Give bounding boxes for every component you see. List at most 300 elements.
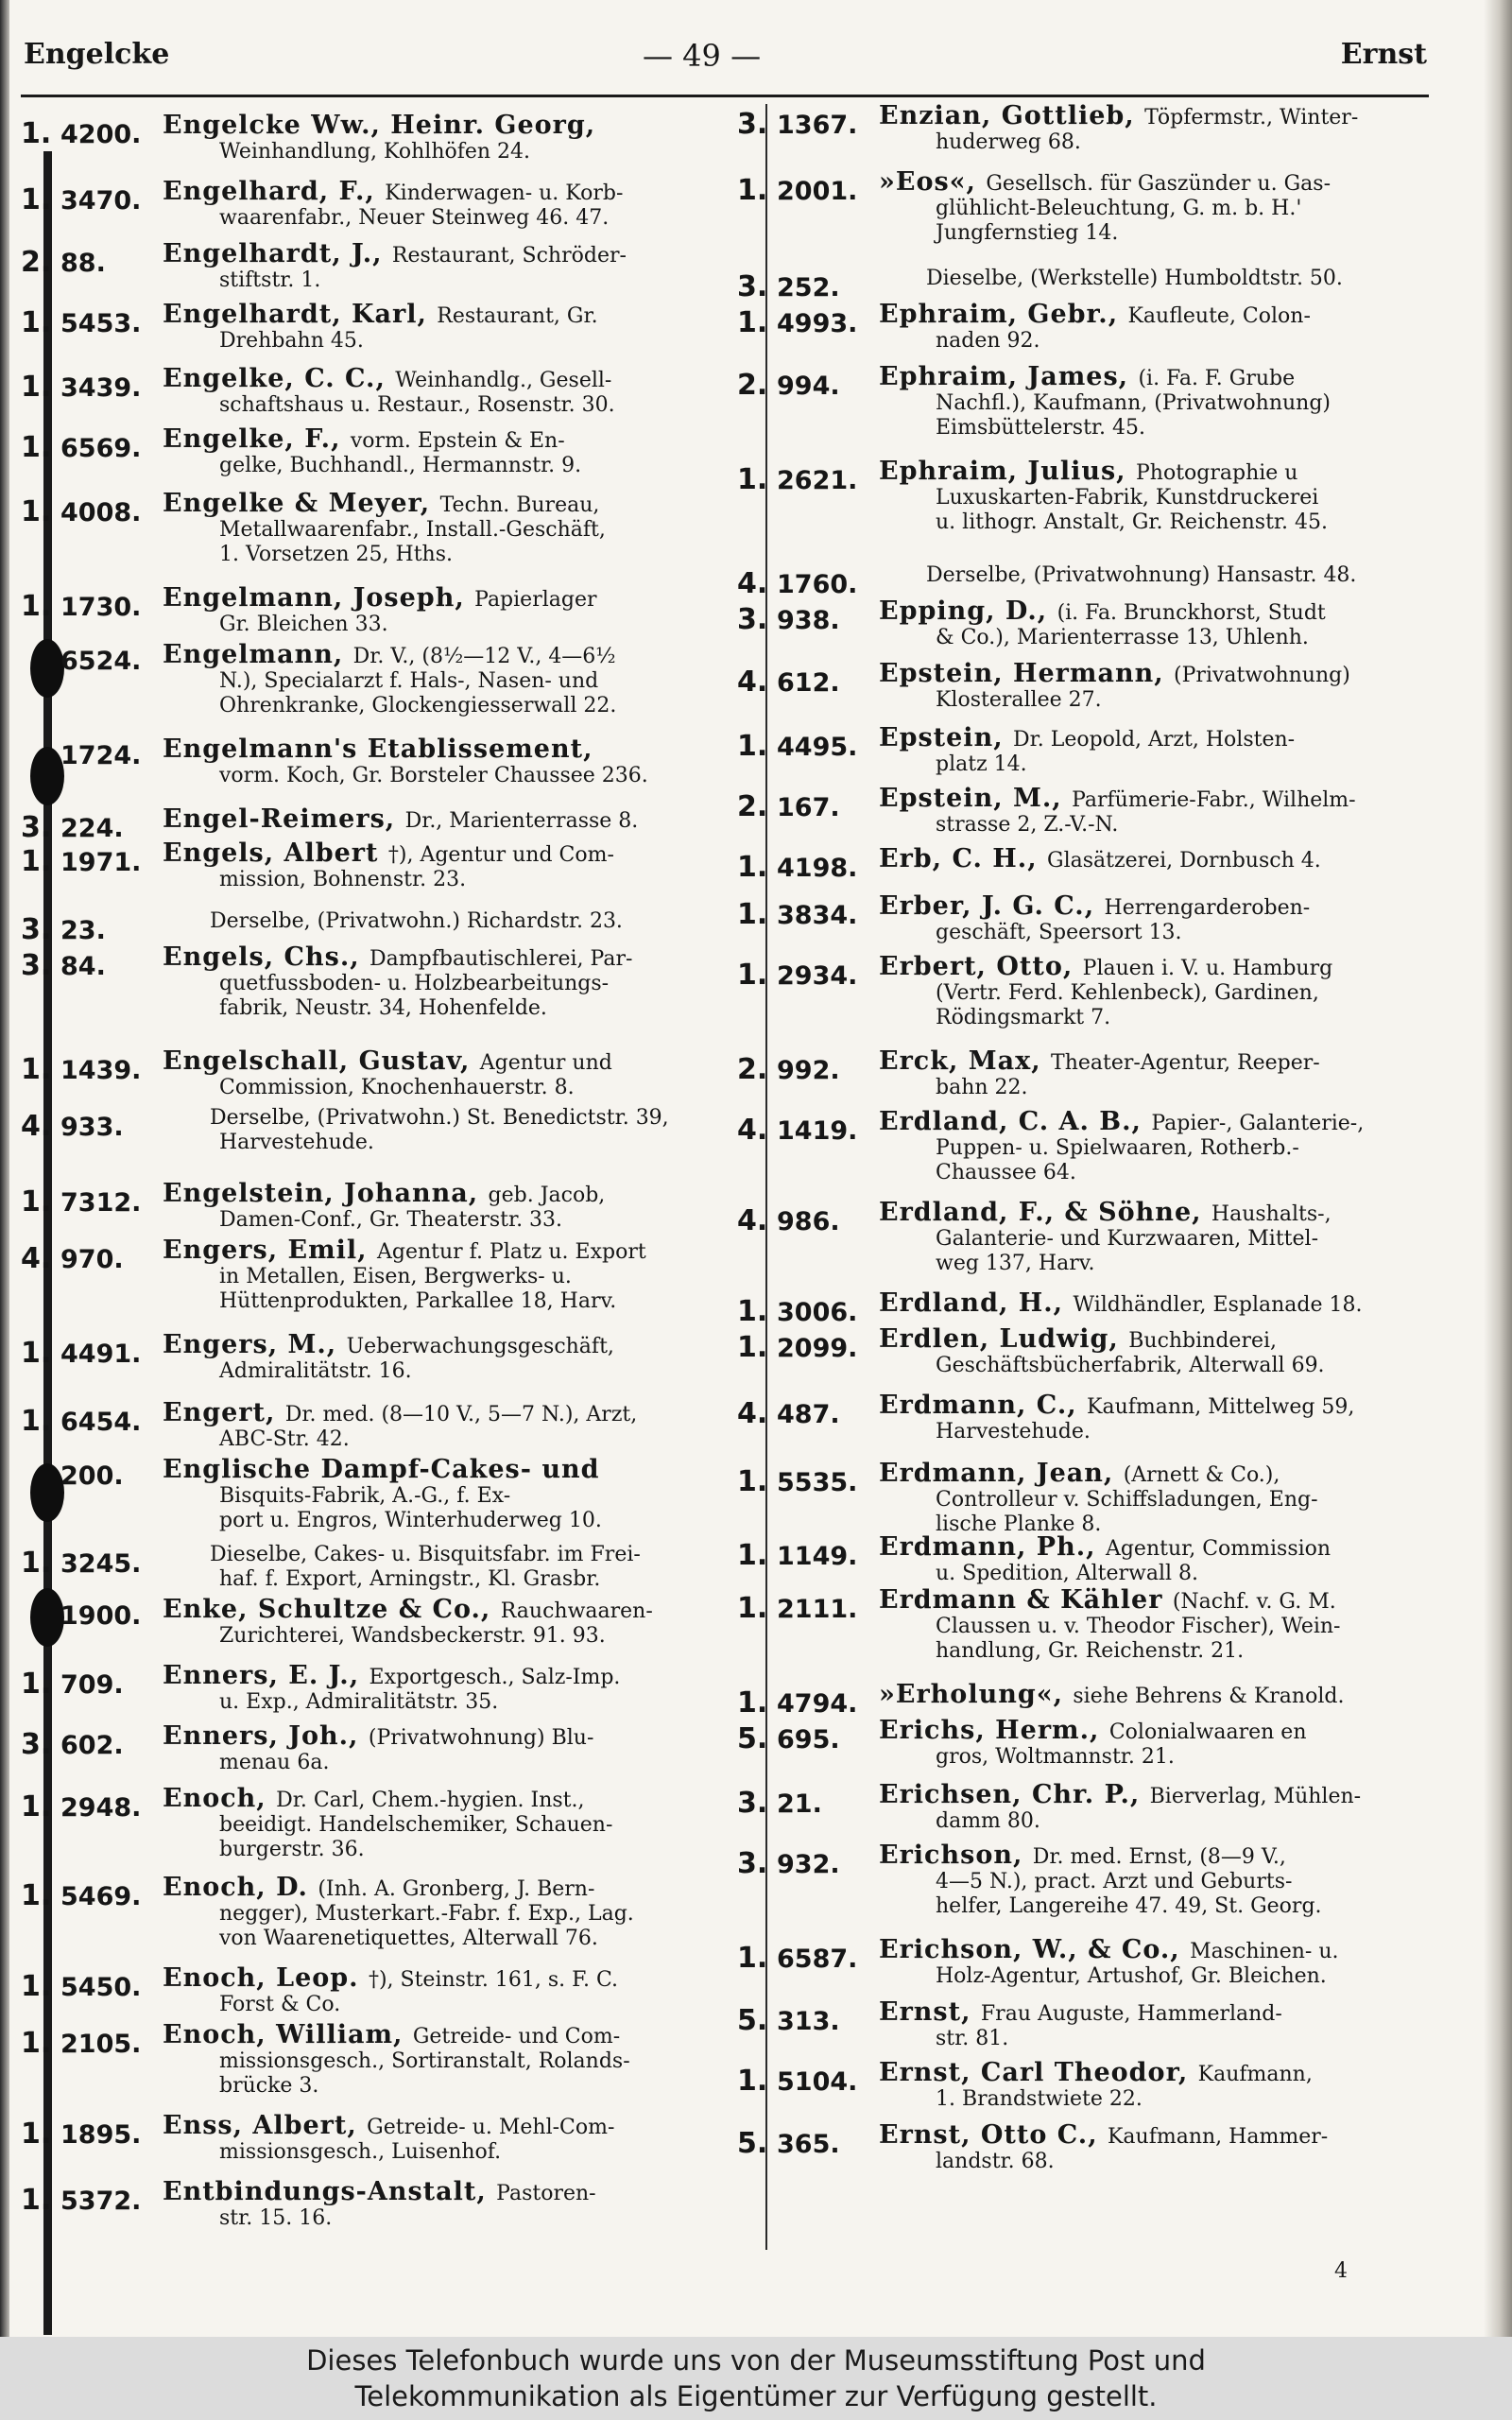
phone-number	[21, 1110, 172, 1143]
phone-number	[737, 2004, 888, 2037]
footer-line-1: Dieses Telefonbuch wurde uns von der Museumsstiftung Post und	[306, 2344, 1206, 2377]
exchange-code: 1.	[737, 898, 768, 931]
subscriber-name: Engers, Emil,	[163, 1236, 377, 1265]
subscriber-name: Engelcke Ww., Heinr. Georg,	[163, 111, 596, 140]
entry-first-line	[210, 909, 754, 934]
entry-continuation: missionsgesch., Luisenhof.	[219, 2140, 502, 2164]
listing-entry	[737, 2058, 1436, 2112]
entry-detail: Glasätzerei, Dornbusch 4.	[1047, 849, 1321, 873]
listing-entry	[21, 1873, 754, 1951]
phone-number	[737, 790, 888, 823]
phone-number	[21, 1728, 172, 1761]
phone-number	[21, 1405, 172, 1438]
entry-first-line	[163, 2020, 754, 2049]
entry-continuation: Weinhandlung, Kohlhöfen 24.	[219, 140, 531, 164]
line-number: 4794.	[777, 1689, 858, 1719]
subscriber-name: Enss, Albert,	[163, 2111, 368, 2140]
line-number: 88.	[60, 249, 106, 278]
exchange-code: 1.	[21, 1337, 52, 1370]
entry-detail: Theater-Agentur, Reeper-	[1051, 1051, 1320, 1075]
phone-number	[737, 1204, 888, 1237]
entry-continuation: brücke 3.	[219, 2074, 319, 2098]
line-number: 2111.	[777, 1595, 858, 1624]
entry-detail: Kinderwagen- u. Korb-	[385, 182, 624, 205]
line-number: 1895.	[60, 2120, 142, 2150]
subscriber-name: Engelhardt, Karl,	[163, 300, 438, 329]
listing-entry	[21, 1179, 754, 1233]
listing-entry	[21, 177, 754, 231]
listing-entry	[737, 786, 1436, 838]
entry-continuation: u. Exp., Admiralitätstr. 35.	[219, 1690, 499, 1714]
subscriber-name: Ephraim, Julius,	[879, 457, 1136, 486]
line-number: 6569.	[60, 434, 142, 463]
listing-entry	[737, 1288, 1436, 1328]
exchange-code: 5.	[737, 2004, 768, 2037]
exchange-code: 3.	[21, 811, 52, 844]
line-number: 6587.	[777, 1945, 858, 1974]
entry-continuation: & Co.), Marienterrasse 13, Uhlenh.	[936, 626, 1309, 649]
phone-number	[737, 1722, 888, 1755]
entry-continuation: str. 15. 16.	[219, 2206, 333, 2230]
phone-number	[737, 174, 888, 207]
exchange-code: 1.	[21, 495, 52, 528]
entry-first-line	[879, 1393, 1436, 1420]
entry-first-line	[163, 364, 754, 393]
line-number: 2934.	[777, 961, 858, 991]
entry-detail: Exportgesch., Salz-Imp.	[369, 1666, 621, 1689]
entry-first-line	[163, 177, 754, 206]
line-number: 224.	[60, 814, 124, 843]
entry-detail: Dieselbe, Cakes- u. Bisquitsfabr. im Frei-	[210, 1543, 641, 1566]
entry-continuation: Admiralitätstr. 16.	[219, 1359, 412, 1383]
subscriber-name: Erb, C. H.,	[879, 844, 1048, 873]
listing-entry	[737, 1843, 1436, 1919]
entry-first-line	[163, 804, 754, 834]
subscriber-name: Engers, M.,	[163, 1330, 347, 1359]
entry-first-line	[163, 1179, 754, 1208]
entry-detail: Restaurant, Gr.	[437, 304, 598, 328]
entry-detail: vorm. Epstein & En-	[350, 429, 565, 453]
entry-continuation: fabrik, Neustr. 34, Hohenfelde.	[219, 996, 547, 1020]
phone-number	[21, 1242, 172, 1275]
listing-entry	[21, 1661, 754, 1715]
phone-number	[737, 1114, 888, 1147]
entry-detail: (Privatwohnung)	[1174, 664, 1350, 687]
exchange-code: 1.	[21, 845, 52, 878]
entry-first-line	[163, 1330, 754, 1359]
listing-entry	[21, 838, 754, 892]
entry-continuation: Zurichterei, Wandsbeckerstr. 91. 93.	[219, 1624, 606, 1648]
entry-continuation: lische Planke 8.	[936, 1512, 1102, 1536]
entry-detail: †), Steinstr. 161, s. F. C.	[368, 1968, 618, 1992]
line-number: 709.	[60, 1670, 124, 1700]
entry-first-line	[163, 239, 754, 268]
entry-continuation: von Waarenetiquettes, Alterwall 76.	[219, 1927, 598, 1950]
entry-first-line	[163, 1046, 754, 1076]
exchange-code: 1.	[737, 463, 768, 496]
listing-entry	[737, 302, 1436, 354]
listing-entry	[737, 267, 1436, 303]
entry-continuation: Jungfernstieg 14.	[936, 221, 1119, 245]
entry-detail: Agentur f. Platz u. Export	[376, 1240, 646, 1264]
exchange-code: 1.	[737, 174, 768, 207]
running-head-left: Engelcke	[24, 38, 170, 71]
subscriber-name: Enoch, William,	[163, 2020, 413, 2049]
subscriber-name: Engelke & Meyer,	[163, 489, 440, 518]
entry-detail: (Nachf. v. G. M.	[1172, 1590, 1336, 1614]
phone-number	[737, 270, 888, 303]
phone-number	[21, 741, 172, 770]
exchange-code: 3.	[21, 1728, 52, 1761]
entry-continuation: Nachfl.), Kaufmann, (Privatwohnung)	[936, 391, 1331, 415]
line-number: 938.	[777, 606, 840, 635]
entry-detail: geb. Jacob,	[488, 1184, 606, 1207]
exchange-code: 4.	[21, 1242, 52, 1275]
entry-first-line	[879, 362, 1436, 391]
subscriber-name: Engelke, C. C.,	[163, 364, 396, 393]
line-number: 994.	[777, 372, 840, 401]
entry-first-line	[879, 1780, 1436, 1809]
subscriber-name: Engelhardt, J.,	[163, 239, 392, 268]
exchange-code: 1.	[21, 1405, 52, 1438]
entry-first-line	[879, 1324, 1436, 1354]
subscriber-name: Erichs, Herm.,	[879, 1716, 1109, 1745]
line-number: 7312.	[60, 1188, 142, 1218]
listing-entry	[21, 239, 754, 293]
listing-entry	[737, 1198, 1436, 1276]
subscriber-name: Erdland, F., & Söhne,	[879, 1198, 1211, 1227]
listing-entry	[737, 891, 1436, 945]
subscriber-name: Epstein, Hermann,	[879, 659, 1175, 688]
entry-first-line	[879, 101, 1436, 130]
entry-detail: Herrengarderoben-	[1104, 896, 1311, 920]
entry-first-line	[163, 1963, 754, 1993]
entry-first-line	[879, 1585, 1436, 1615]
exchange-code: 1.	[737, 306, 768, 339]
entry-first-line	[163, 1398, 754, 1427]
subscriber-name: Erdland, C. A. B.,	[879, 1107, 1152, 1136]
entry-first-line	[210, 1543, 754, 1567]
exchange-code: 1.	[21, 1790, 52, 1824]
entry-detail: Papier-, Galanterie-,	[1151, 1112, 1365, 1135]
entry-detail: Derselbe, (Privatwohn.) St. Benedictstr. 39,	[210, 1106, 669, 1130]
subscriber-name: Englische Dampf-Cakes- und	[163, 1455, 600, 1484]
listing-entry	[737, 596, 1436, 650]
exchange-code: 1.	[737, 1465, 768, 1498]
exchange-code: 1.	[21, 306, 52, 339]
entry-first-line	[163, 583, 754, 613]
entry-continuation: Holz-Agentur, Artushof, Gr. Bleichen.	[936, 1964, 1327, 1988]
exchange-code: 1.	[21, 590, 52, 623]
exchange-code: 3.	[737, 270, 768, 303]
exchange-code: 1.	[21, 1668, 52, 1701]
entry-detail: Papierlager	[474, 588, 597, 612]
entry-detail: (Privatwohnung) Blu-	[368, 1726, 594, 1750]
entry-continuation: Gr. Bleichen 33.	[219, 613, 388, 636]
line-number: 695.	[777, 1725, 840, 1754]
subscriber-name: Ephraim, Gebr.,	[879, 300, 1128, 329]
listing-entry	[737, 1461, 1436, 1537]
entry-first-line	[879, 786, 1436, 813]
listing-entry	[737, 1393, 1436, 1444]
listing-entry	[737, 101, 1436, 155]
line-number: 6524.	[60, 647, 142, 676]
phone-number	[737, 1331, 888, 1364]
entry-continuation: u. lithogr. Anstalt, Gr. Reichenstr. 45.	[936, 510, 1328, 534]
entry-first-line	[879, 302, 1436, 329]
entry-first-line	[879, 1461, 1436, 1488]
entry-detail: Dr. med. Ernst, (8—9 V.,	[1032, 1845, 1286, 1869]
exchange-code: 1.	[21, 1053, 52, 1086]
binding-edge	[0, 0, 9, 2337]
listing-entry	[737, 1716, 1436, 1770]
exchange-code: 3.	[21, 949, 52, 982]
phone-number	[21, 117, 172, 150]
entry-detail: Derselbe, (Privatwohn.) Richardstr. 23.	[210, 909, 623, 933]
footer-notice	[0, 2337, 1512, 2420]
entry-continuation: u. Spedition, Alterwall 8.	[936, 1562, 1199, 1585]
exchange-code: 1.	[21, 2027, 52, 2060]
subscriber-name: Enners, Joh.,	[163, 1721, 369, 1751]
phone-number	[737, 1295, 888, 1328]
entry-detail: (i. Fa. F. Grube	[1138, 367, 1296, 390]
entry-continuation: Claussen u. v. Theodor Fischer), Wein-	[936, 1615, 1341, 1638]
listing-entry	[737, 2120, 1436, 2174]
entry-detail: Colonialwaaren en	[1108, 1720, 1307, 1744]
exchange-code: 1.	[21, 1879, 52, 1912]
entry-continuation: damm 80.	[936, 1809, 1040, 1833]
listing-entry	[737, 563, 1436, 600]
subscriber-name: Erdmann, Ph.,	[879, 1532, 1106, 1562]
line-number: 1367.	[777, 111, 858, 140]
entry-first-line	[163, 1595, 754, 1624]
exchange-code: 1.	[21, 371, 52, 404]
line-number: 5453.	[60, 309, 142, 338]
listing-entry	[737, 167, 1436, 246]
entry-continuation: glühlicht-Beleuchtung, G. m. b. H.'	[936, 197, 1302, 220]
line-number: 932.	[777, 1850, 840, 1879]
phone-number	[21, 1668, 172, 1701]
exchange-code: 3.	[737, 108, 768, 141]
line-number: 1419.	[777, 1116, 858, 1146]
subscriber-name: Engel-Reimers,	[163, 804, 405, 834]
listing-entry	[21, 1721, 754, 1775]
entry-continuation: haf. f. Export, Arningstr., Kl. Grasbr.	[219, 1567, 601, 1591]
phone-number	[21, 1970, 172, 2003]
entry-detail: Techn. Bureau,	[439, 493, 600, 517]
entry-continuation: Hüttenprodukten, Parkallee 18, Harv.	[219, 1289, 617, 1313]
listing-entry	[21, 364, 754, 418]
subscriber-name: Engels, Chs.,	[163, 942, 370, 972]
listing-entry	[21, 1963, 754, 2017]
subscriber-name: »Eos«,	[879, 167, 987, 197]
entry-detail: Dampfbautischlerei, Par-	[369, 947, 633, 971]
exchange-code: 3.	[737, 603, 768, 636]
exchange-code: 4.	[737, 666, 768, 699]
phone-number	[737, 463, 888, 496]
line-number: 200.	[60, 1461, 124, 1491]
line-number: 4495.	[777, 733, 858, 762]
line-number: 21.	[777, 1789, 822, 1819]
phone-number	[21, 1879, 172, 1912]
exchange-code: 1.	[737, 2065, 768, 2098]
subscriber-name: Erdmann, Jean,	[879, 1459, 1124, 1488]
line-number: 1900.	[60, 1601, 142, 1631]
phone-number	[21, 590, 172, 623]
listing-entry	[21, 1784, 754, 1862]
line-number: 3439.	[60, 373, 142, 403]
line-number: 6454.	[60, 1408, 142, 1437]
entry-first-line	[879, 844, 1436, 873]
entry-detail: Ueberwachungsgeschäft,	[346, 1335, 614, 1358]
entry-continuation: gros, Woltmannstr. 21.	[936, 1745, 1175, 1769]
line-number: 2105.	[60, 2030, 142, 2059]
listing-entry	[737, 952, 1436, 1030]
subscriber-name: Engert,	[163, 1398, 285, 1427]
listing-entry	[737, 723, 1436, 777]
exchange-code: 4.	[737, 1204, 768, 1237]
subscriber-name: Erdlen, Ludwig,	[879, 1324, 1129, 1354]
entry-first-line	[879, 891, 1436, 921]
line-number: 2099.	[777, 1334, 858, 1363]
phone-number	[21, 2184, 172, 2217]
phone-number	[737, 1686, 888, 1720]
entry-continuation: Geschäftsbücherfabrik, Alterwall 69.	[936, 1354, 1325, 1377]
line-number: 5535.	[777, 1468, 858, 1497]
phone-number	[21, 2118, 172, 2151]
exchange-code: 1.	[737, 1539, 768, 1572]
phone-number	[737, 730, 888, 763]
exchange-code: 1.	[21, 2184, 52, 2217]
entry-first-line	[163, 640, 754, 669]
entry-continuation: gelke, Buchhandl., Hermannstr. 9.	[219, 454, 582, 477]
entry-detail: Dr. med. (8—10 V., 5—7 N.), Arzt,	[284, 1403, 638, 1426]
entry-detail: Maschinen- u.	[1190, 1940, 1339, 1963]
phone-number	[21, 811, 172, 844]
subscriber-name: Erichson, W., & Co.,	[879, 1935, 1191, 1964]
entry-continuation: 1. Vorsetzen 25, Hths.	[219, 543, 453, 566]
entry-continuation: Luxuskarten-Fabrik, Kunstdruckerei	[936, 486, 1319, 510]
phone-number	[737, 2127, 888, 2160]
footer-line-2: Telekommunikation als Eigentümer zur Verfügung gestellt.	[354, 2380, 1158, 2412]
line-number: 487.	[777, 1400, 840, 1429]
subscriber-name: Engelhard, F.,	[163, 177, 386, 206]
phone-number	[21, 1461, 172, 1491]
entry-detail: Plauen i. V. u. Hamburg	[1082, 957, 1333, 980]
entry-continuation: missionsgesch., Sortiranstalt, Rolands-	[219, 2049, 630, 2073]
phone-number	[737, 1539, 888, 1572]
listing-entry	[21, 942, 754, 1021]
subscriber-name: Ernst, Otto C.,	[879, 2120, 1108, 2150]
line-number: 612.	[777, 668, 840, 698]
listing-entry	[21, 1543, 754, 1592]
entry-detail: Restaurant, Schröder-	[391, 244, 627, 268]
line-number: 602.	[60, 1731, 124, 1760]
listing-entry	[21, 1046, 754, 1100]
entry-continuation: helfer, Langereihe 47. 49, St. Georg.	[936, 1894, 1322, 1918]
subscriber-name: Engelstein, Johanna,	[163, 1179, 489, 1208]
entry-continuation: 4—5 N.), pract. Arzt und Geburts-	[936, 1870, 1293, 1893]
phone-number	[737, 567, 888, 600]
entry-continuation: Rödingsmarkt 7.	[936, 1006, 1111, 1029]
entry-continuation: vorm. Koch, Gr. Borsteler Chaussee 236.	[219, 764, 648, 787]
line-number: 1724.	[60, 741, 142, 770]
entry-detail: Wildhändler, Esplanade 18.	[1073, 1293, 1363, 1317]
line-number: 3245.	[60, 1549, 142, 1579]
entry-detail: Töpfermstr., Winter-	[1144, 106, 1359, 130]
entry-first-line	[879, 1843, 1436, 1870]
phone-number	[21, 495, 172, 528]
listing-entry	[737, 1046, 1436, 1100]
exchange-code: 2.	[21, 246, 52, 279]
exchange-code: 4.	[737, 567, 768, 600]
entry-continuation: Forst & Co.	[219, 1993, 341, 2016]
phone-number	[737, 898, 888, 931]
exchange-code: 4.	[737, 1114, 768, 1147]
exchange-code: 1.	[21, 183, 52, 216]
subscriber-name: Engelmann, Joseph,	[163, 583, 475, 613]
entry-first-line	[879, 1107, 1436, 1136]
subscriber-name: Ernst,	[879, 1997, 981, 2027]
subscriber-name: Erck, Max,	[879, 1046, 1052, 1076]
listing-entry	[737, 1935, 1436, 1989]
exchange-code: 1.	[21, 1185, 52, 1219]
entry-continuation: Chaussee 64.	[936, 1161, 1076, 1184]
line-number: 2001.	[777, 177, 858, 206]
entry-continuation: landstr. 68.	[936, 2150, 1055, 2173]
entry-detail: Haushalts-,	[1211, 1202, 1332, 1226]
exchange-code: 5.	[737, 2127, 768, 2160]
entry-first-line	[163, 1784, 754, 1813]
exchange-code: 1.	[737, 959, 768, 992]
subscriber-name: Erichsen, Chr. P.,	[879, 1780, 1150, 1809]
entry-detail: Derselbe, (Privatwohnung) Hansastr. 48.	[926, 563, 1357, 587]
entry-first-line	[163, 424, 754, 454]
listing-entry	[21, 2020, 754, 2099]
entry-first-line	[926, 267, 1436, 291]
exchange-code: 4.	[21, 1110, 52, 1143]
listing-entry	[21, 909, 754, 946]
listing-entry	[21, 640, 754, 718]
exchange-code: 3.	[737, 1787, 768, 1820]
phone-number	[21, 183, 172, 216]
entry-first-line	[879, 659, 1436, 688]
entry-first-line	[163, 1455, 754, 1484]
exchange-code: 2.	[737, 369, 768, 402]
listing-entry	[21, 1238, 754, 1314]
entry-detail: Weinhandlg., Gesell-	[395, 369, 612, 392]
page-edge-shadow	[1484, 0, 1512, 2337]
line-number: 4491.	[60, 1340, 142, 1369]
header-rule	[21, 95, 1429, 97]
entry-detail: (Arnett & Co.),	[1123, 1463, 1280, 1487]
phone-number	[21, 1790, 172, 1824]
line-number: 992.	[777, 1056, 840, 1085]
phone-number	[21, 845, 172, 878]
line-number: 2621.	[777, 466, 858, 495]
exchange-code: 5.	[737, 1722, 768, 1755]
phone-number	[737, 1053, 888, 1086]
subscriber-name: Erber, J. G. C.,	[879, 891, 1105, 921]
listing-entry	[21, 1398, 754, 1452]
subscriber-name: Enoch,	[163, 1784, 277, 1813]
subscriber-name: »Erholung«,	[879, 1680, 1074, 1709]
entry-first-line	[879, 1198, 1436, 1227]
entry-continuation: Drehbahn 45.	[219, 329, 364, 353]
exchange-code: 1.	[21, 431, 52, 464]
listing-entry	[21, 489, 754, 567]
phone-number	[737, 666, 888, 699]
